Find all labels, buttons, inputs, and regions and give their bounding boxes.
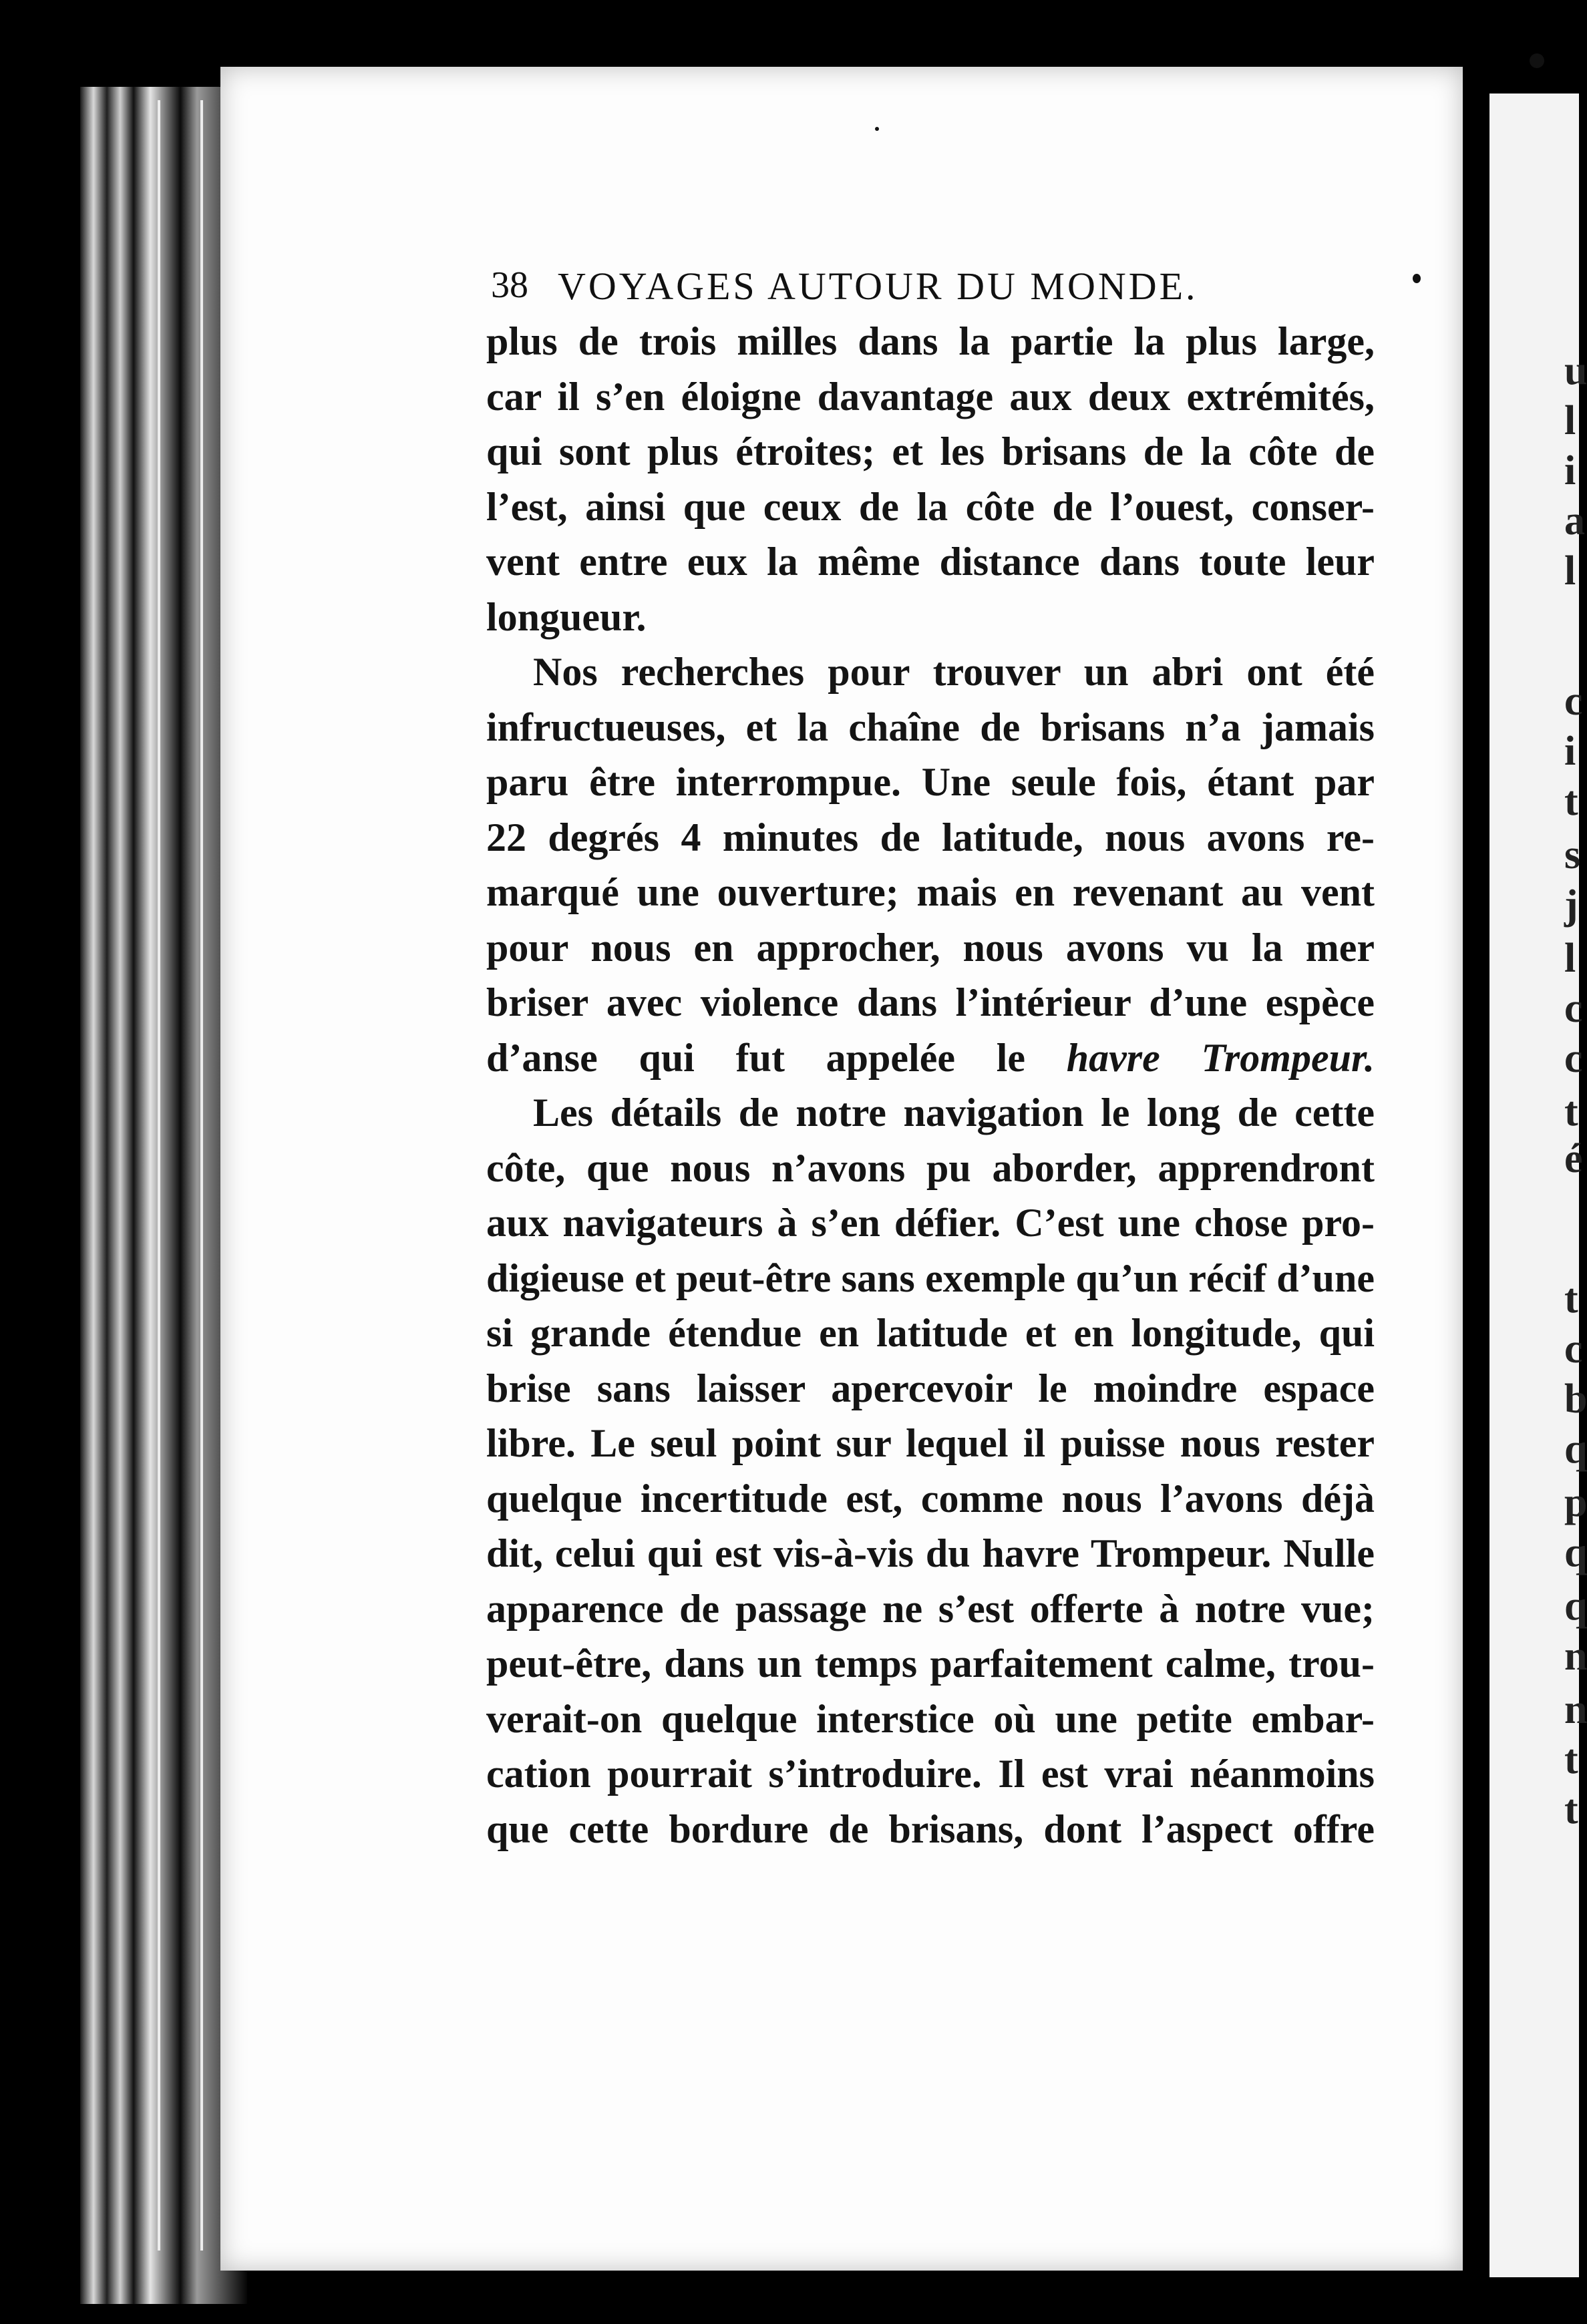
- facing-page-letter: c: [1564, 986, 1583, 1031]
- running-title: VOYAGES AUTOUR DU MONDE.: [558, 264, 1198, 308]
- text-line: car il s’en éloigne davantage aux deux extrémités,: [486, 374, 1375, 419]
- text-line: pour nous en approcher, nous avons vu la mer: [486, 925, 1375, 970]
- text-line: verait-on quelque interstice où une petite embar-: [486, 1696, 1375, 1741]
- text-line: briser avec violence dans l’intérieur d’une espèce: [486, 980, 1375, 1024]
- facing-page-letter: t: [1564, 1276, 1578, 1322]
- text-line: Nos recherches pour trouver un abri ont été: [533, 650, 1375, 694]
- facing-page-letter: é: [1564, 1136, 1583, 1181]
- text-line: apparence de passage ne s’est offerte à notre vue;: [486, 1586, 1375, 1631]
- facing-page-letter: t: [1564, 1089, 1578, 1135]
- facing-page-letter: c: [1564, 1326, 1583, 1372]
- text-line: longueur.: [486, 594, 647, 639]
- facing-page-letter: l: [1564, 398, 1576, 443]
- text-line: libre. Le seul point sur lequel il puisse nous rester: [486, 1421, 1375, 1465]
- text-line: si grande étendue en latitude et en longitude, qui: [486, 1311, 1375, 1355]
- ink-speck: [1530, 53, 1544, 68]
- facing-page-letter: b: [1564, 1376, 1587, 1422]
- facing-page-letter: u: [1564, 348, 1587, 393]
- text-line: aux navigateurs à s’en défier. C’est une chose pro-: [486, 1201, 1375, 1245]
- facing-page-letter: a: [1564, 498, 1585, 544]
- text-line: qui sont plus étroites; et les brisans de la côte de: [486, 429, 1375, 473]
- text-line: vent entre eux la même distance dans toute leur: [486, 540, 1375, 584]
- facing-page-letter: t: [1564, 1737, 1578, 1782]
- text-line: brise sans laisser apercevoir le moindre espace: [486, 1366, 1375, 1410]
- spine-edge-line: [200, 100, 203, 2251]
- text-line: 22 degrés 4 minutes de latitude, nous avons re-: [486, 815, 1375, 859]
- facing-page-letter: c: [1564, 1036, 1583, 1081]
- text-line: côte, que nous n’avons pu aborder, apprendront: [486, 1145, 1375, 1190]
- text-line: Les détails de notre navigation le long de cette: [533, 1091, 1375, 1135]
- page-header: [491, 264, 1373, 311]
- text-line: plus de trois milles dans la partie la plus large,: [486, 319, 1375, 363]
- spine-edge-line: [158, 100, 160, 2251]
- text-line: [486, 1030, 1375, 1086]
- text-line: l’est, ainsi que ceux de la côte de l’ouest, conser-: [486, 484, 1375, 529]
- facing-page-letter: t: [1564, 779, 1578, 824]
- facing-page-letter: q: [1564, 1426, 1587, 1472]
- facing-page-letter: n: [1564, 1687, 1587, 1732]
- text-line: paru être interrompue. Une seule fois, étant par: [486, 760, 1375, 804]
- ink-speck: [875, 127, 879, 131]
- facing-page-letter: c: [1564, 679, 1583, 724]
- text-line: peut-être, dans un temps parfaitement calme, trou-: [486, 1641, 1375, 1686]
- text-line: marqué une ouverture; mais en revenant au vent: [486, 870, 1375, 914]
- facing-page-letter: p: [1564, 1480, 1587, 1525]
- facing-page-letter: q: [1564, 1583, 1587, 1629]
- facing-page-letter: j: [1564, 882, 1578, 928]
- facing-page-letter: n: [1564, 1633, 1587, 1679]
- text-line: que cette bordure de brisans, dont l’aspect offre: [486, 1806, 1375, 1851]
- page-number: 38: [491, 264, 528, 306]
- text-line: cation pourrait s’introduire. Il est vrai néanmoins: [486, 1752, 1375, 1796]
- text-line-italic: havre Trompeur.: [1066, 1035, 1375, 1080]
- text-line-roman: d’anse qui fut appelée le: [486, 1035, 1067, 1080]
- body-text: [486, 314, 1375, 1857]
- text-line: infructueuses, et la chaîne de brisans n’a jamais: [486, 705, 1375, 749]
- facing-page-letter: q: [1564, 1530, 1587, 1575]
- text-line: digieuse et peut-être sans exemple qu’un récif d’une: [486, 1255, 1375, 1300]
- text-line: dit, celui qui est vis-à-vis du havre Trompeur. Nulle: [486, 1531, 1375, 1575]
- facing-page-letter: i: [1564, 729, 1576, 774]
- facing-page-letter: t: [1564, 1787, 1578, 1832]
- facing-page-letter: i: [1564, 448, 1576, 494]
- facing-page-letter: l: [1564, 936, 1576, 981]
- ink-speck: [1413, 274, 1421, 283]
- facing-page-letter: s: [1564, 832, 1581, 878]
- facing-page-letter: l: [1564, 548, 1576, 594]
- text-line: quelque incertitude est, comme nous l’avons déjà: [486, 1476, 1375, 1521]
